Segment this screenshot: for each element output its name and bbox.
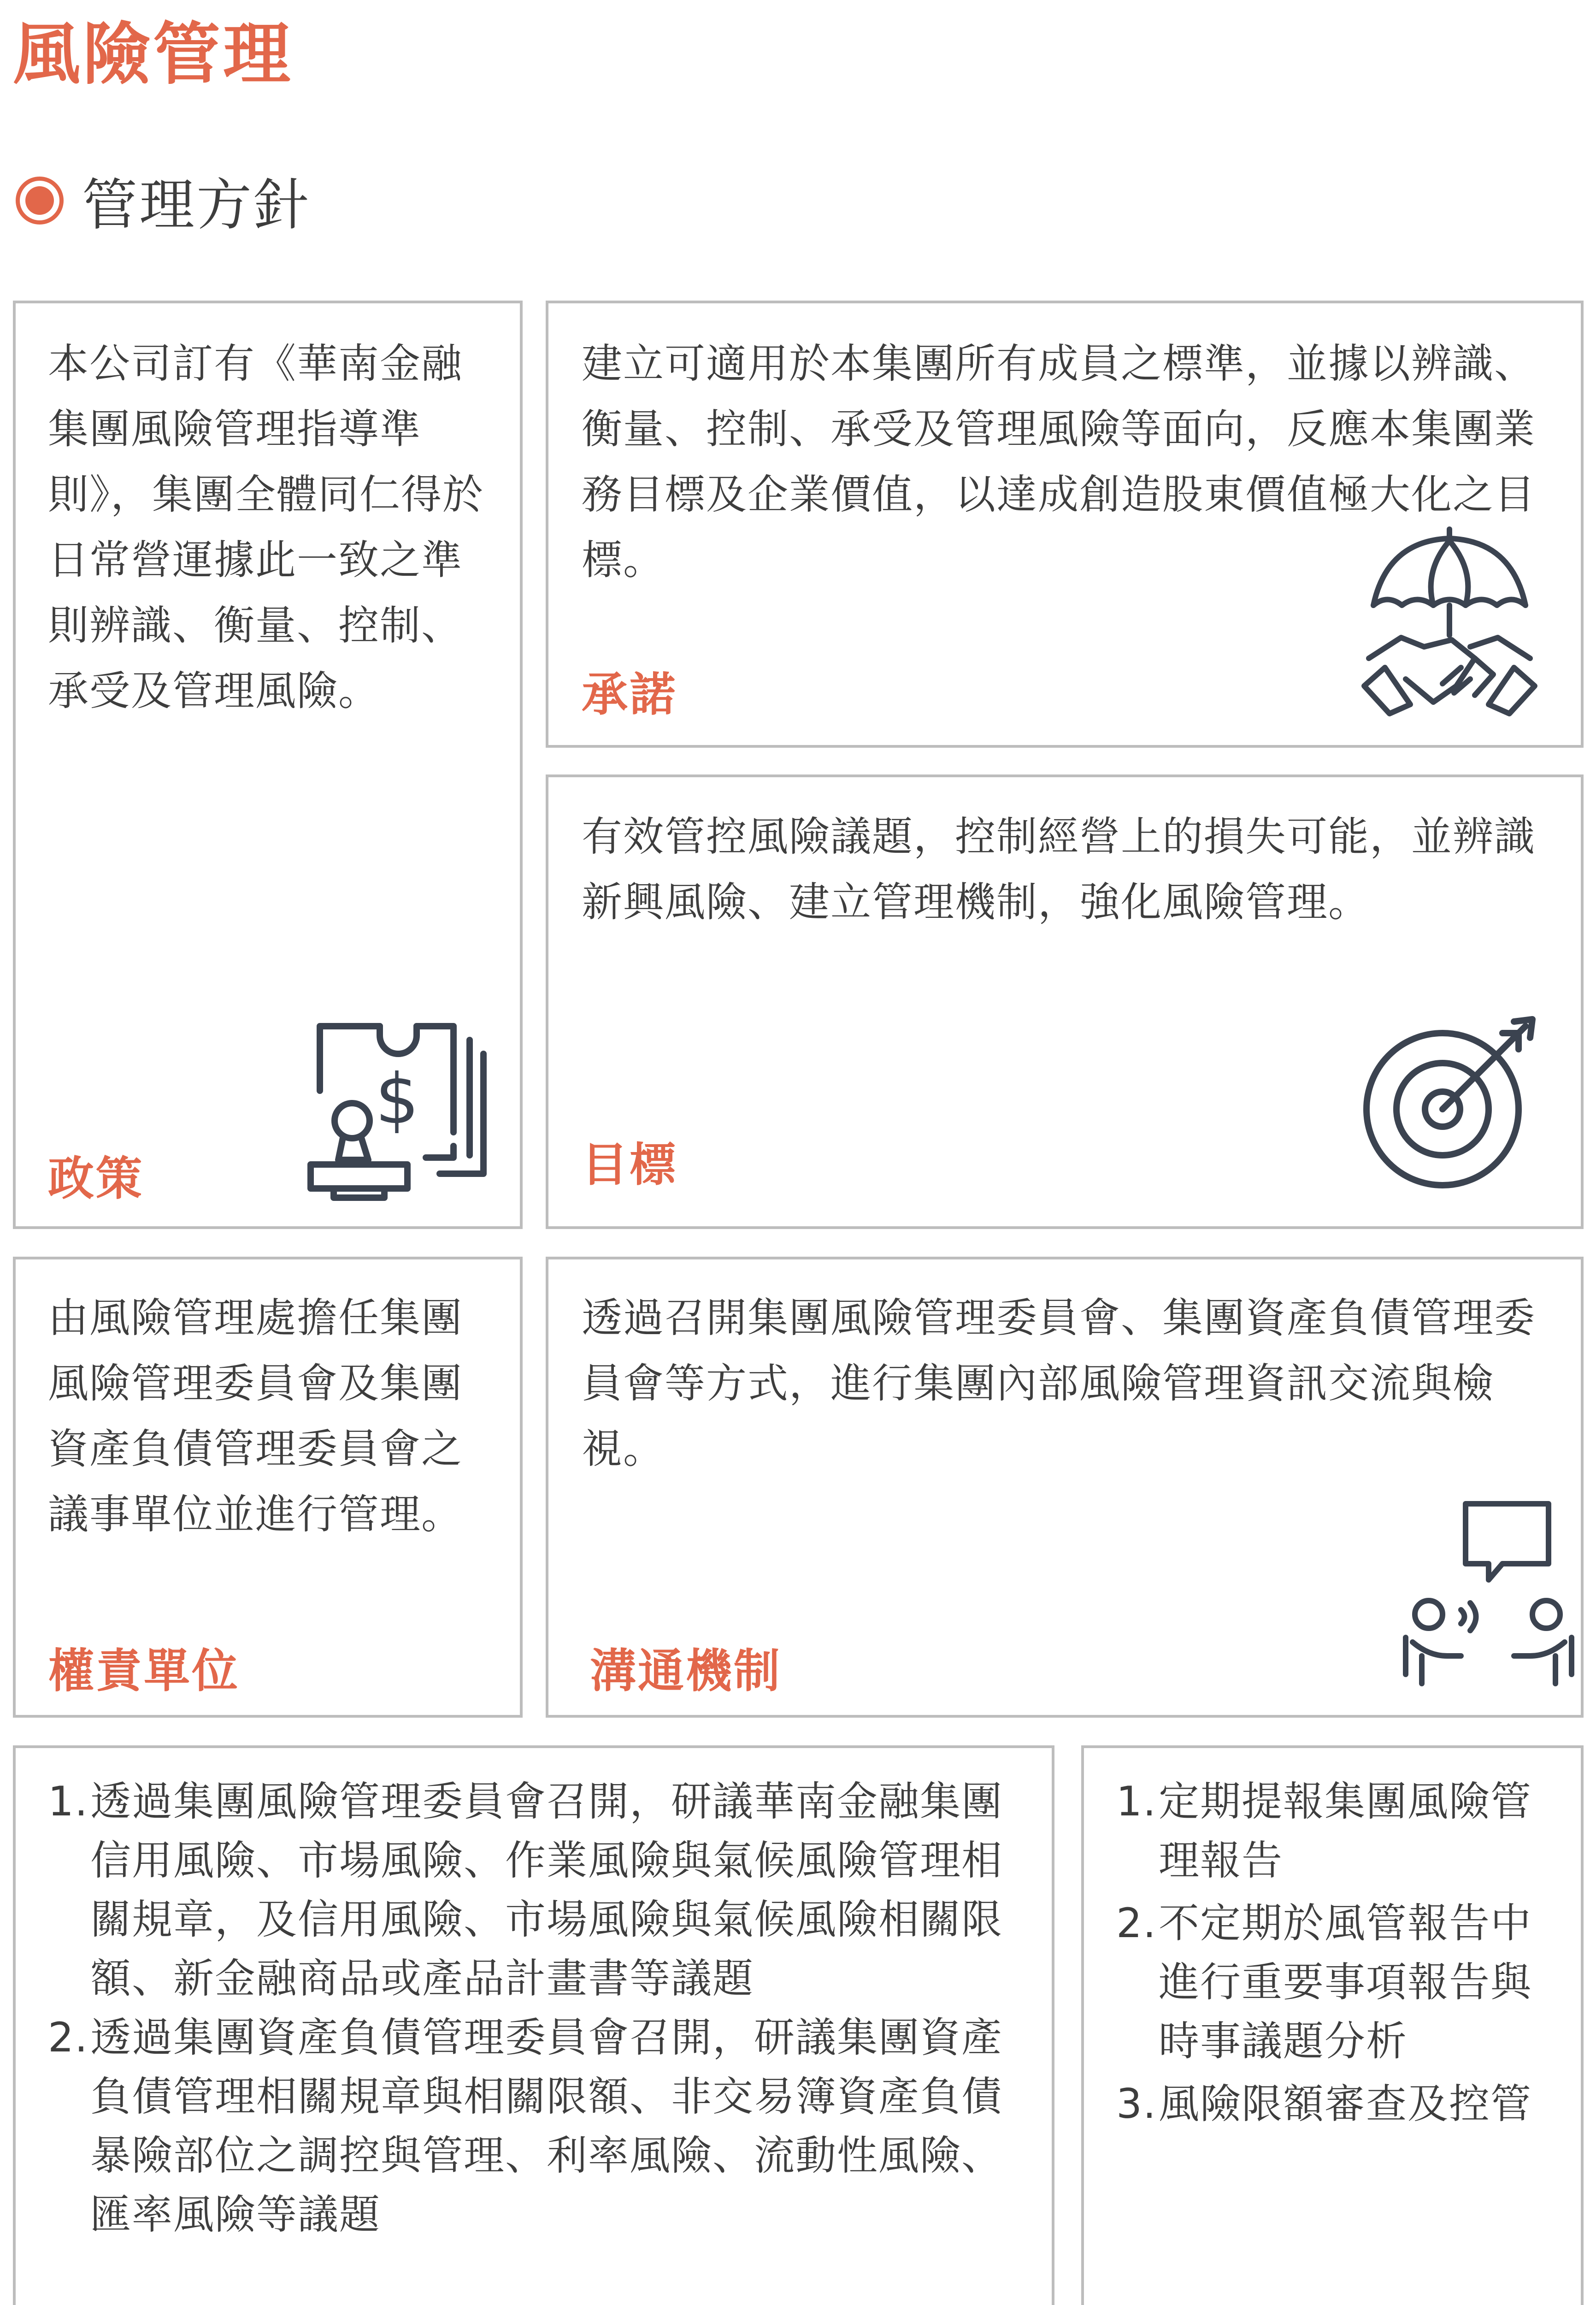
target-arrow-icon (1360, 1008, 1544, 1192)
list-item: 1. 定期提報集團風險管理報告 (1116, 1778, 1532, 1884)
list-item: 2. 透過集團資產負債管理委員會召開，研議集團資產負債管理相關規章與相關限額、非交易簿資產負債暴險部位之調控與管理、利率風險、流動性風險、匯率風險等議題 (48, 2014, 1003, 2238)
action-list (48, 1772, 1020, 2244)
radio-bullet-icon (16, 177, 64, 225)
policy-text: 本公司訂有《華南金融集團風險管理指導準則》，集團全體同仁得於日常營運據此一致之準則辨識、衡量、控制、承受及管理風險。 (48, 340, 484, 715)
commitment-label: 承諾 (582, 668, 677, 721)
self-review-card (1081, 1745, 1584, 2305)
goal-label: 目標 (582, 1138, 677, 1192)
responsible-unit-text: 由風險管理處擔任集團風險管理委員會及集團資產負債管理委員會之議事單位並進行管理。 (48, 1294, 463, 1538)
communication-label: 溝通機制 (590, 1644, 782, 1698)
section-title: 管理方針 (82, 173, 311, 237)
policy-label: 政策 (48, 1152, 144, 1206)
responsible-unit-label: 權責單位 (48, 1644, 240, 1698)
page-title: 風險管理 (13, 15, 293, 94)
policy-card (13, 301, 523, 1229)
svg-text:$: $ (375, 1059, 419, 1140)
commitment-text: 建立可適用於本集團所有成員之標準，並據以辨識、衡量、控制、承受及管理風險等面向，反應本集團業務目標及企業價值，以達成創造股東價值極大化之目標。 (582, 340, 1536, 584)
people-talking-icon (1396, 1499, 1581, 1693)
list-item: 2. 不定期於風管報告中進行重要事項報告與時事議題分析 (1116, 1899, 1532, 2065)
goal-card (546, 774, 1584, 1229)
list-item: 1. 透過集團風險管理委員會召開，研議華南金融集團信用風險、市場風險、作業風險與氣候風險管理相關規章，及信用風險、市場風險與氣候風險相關限額、新金融商品或產品計畫書等議題 (48, 1778, 1003, 2002)
stamp-document-icon (301, 1017, 504, 1201)
umbrella-handshake-icon (1360, 520, 1539, 718)
communication-card (546, 1257, 1584, 1718)
responsible-unit-card (13, 1257, 523, 1718)
commitment-card (546, 301, 1584, 748)
action-card (13, 1745, 1054, 2305)
goal-text: 有效管控風險議題，控制經營上的損失可能，並辨識新興風險、建立管理機制，強化風險管理。 (582, 813, 1536, 926)
list-item: 3. 風險限額審查及控管 (1116, 2080, 1532, 2128)
communication-text: 透過召開集團風險管理委員會、集團資產負債管理委員會等方式，進行集團內部風險管理資訊交流與檢視。 (582, 1294, 1536, 1472)
section-heading (16, 159, 311, 242)
self-review-list (1116, 1772, 1568, 2134)
